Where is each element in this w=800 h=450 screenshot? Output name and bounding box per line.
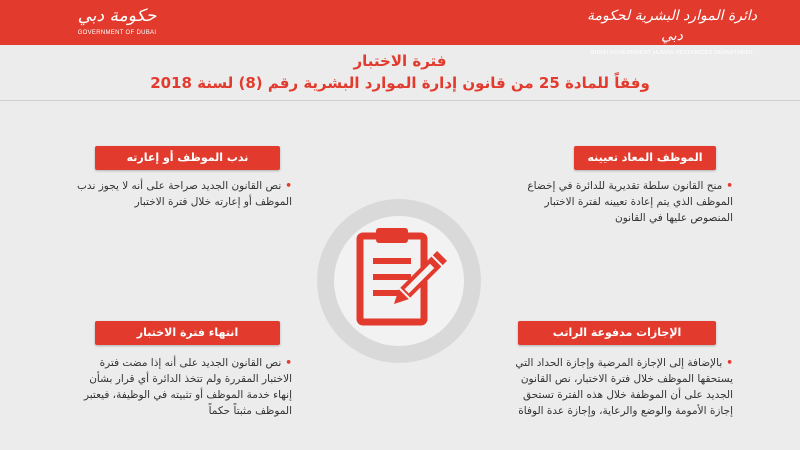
bullet-dot: • [285, 357, 292, 369]
section-body-end-probation: نص القانون الجديد على أنه إذا مضت فترة الاختبار المقررة ولم تتخذ الدائرة أي قرار بشأن إنهاء خدمة الموظف أو تثبيته في الوظيفة، فيعتبر الموظف مثبتاً حكماً [83, 357, 292, 417]
title-divider [0, 100, 800, 101]
dghr-logo-script: دائرة الموارد البشرية لحكومة دبي [586, 8, 758, 44]
government-of-dubai-logo-caption: GOVERNMENT OF DUBAI [77, 30, 157, 36]
section-body-paid-leave: بالإضافة إلى الإجازة المرضية وإجازة الحداد التي يستحقها الموظف خلال فترة الاختبار، نص القانون الجديد على أن الموظفة خلال هذه الفترة تستحق إجازة الأمومة والوضع والرعاية، وإجازة عدة الوفاة [515, 357, 733, 417]
section-text-end-probation [70, 355, 292, 419]
section-heading-end-probation: انتهاء فترة الاختبار [95, 321, 280, 345]
title-block [0, 46, 800, 94]
header-bar [0, 0, 800, 56]
government-of-dubai-logo-script: حكومة دبي [77, 6, 157, 26]
bullet-dot: • [726, 357, 733, 369]
section-body-reappointed: منح القانون سلطة تقديرية للدائرة في إخضاع الموظف الذي يتم إعادة تعيينه لفترة الاختبار المنصوص عليها في القانون [527, 180, 733, 224]
section-heading-reappointed: الموظف المعاد تعيينه [574, 146, 716, 170]
section-text-paid-leave [505, 355, 733, 419]
dghr-logo-caption: DUBAI GOVERNMENT HUMAN RESOURCES DEPARTMENT [590, 50, 754, 56]
bullet-dot: • [285, 180, 292, 192]
page-subtitle: وفقاً للمادة 25 من قانون إدارة الموارد البشرية رقم (8) لسنة 2018 [150, 74, 650, 92]
section-heading-paid-leave: الإجازات مدفوعة الراتب [518, 321, 716, 345]
section-body-secondment: نص القانون الجديد صراحة على أنه لا يجوز ندب الموظف أو إعارته خلال فترة الاختبار [77, 180, 292, 208]
government-of-dubai-logo [62, 6, 172, 36]
section-text-secondment [70, 178, 292, 210]
section-heading-secondment: ندب الموظف أو إعارته [95, 146, 280, 170]
bullet-dot: • [726, 180, 733, 192]
clipboard-pencil-icon [346, 222, 456, 340]
page-title: فترة الاختبار [353, 52, 447, 70]
section-text-reappointed [505, 178, 733, 226]
